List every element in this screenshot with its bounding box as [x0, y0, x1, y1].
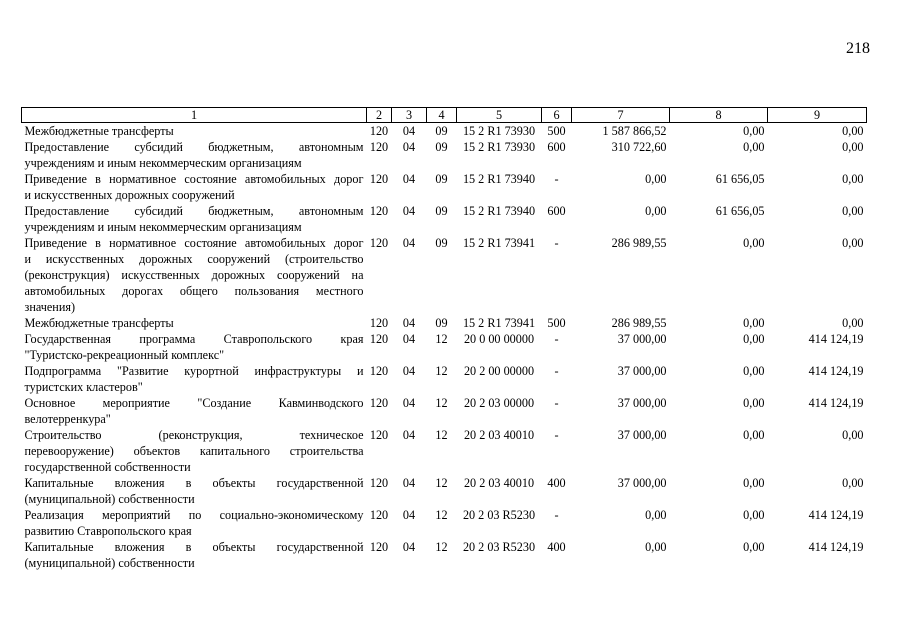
- table-row: [22, 427, 867, 475]
- table-row: [22, 395, 867, 427]
- amount-col9-cell: 0,00: [842, 172, 864, 186]
- amount-col8-cell: 61 656,05: [715, 204, 765, 218]
- code-expense-type-cell: 600: [547, 140, 566, 154]
- row-name-line: Капитальные вложения в объекты государственной: [24, 540, 364, 554]
- code-subsection-cell: 09: [435, 172, 448, 186]
- code-expense-type-cell: 400: [547, 540, 566, 554]
- code-expense-type-cell: 400: [547, 476, 566, 490]
- code-expense-type-cell: 500: [547, 316, 566, 330]
- code-grbs-cell: 120: [369, 124, 389, 138]
- code-subsection-cell: 09: [435, 124, 448, 138]
- code-target-cell: 15 2 R1 73941: [462, 316, 536, 330]
- column-number-row: [22, 108, 867, 123]
- amount-col8-cell: 0,00: [743, 140, 765, 154]
- code-grbs-cell: 120: [369, 140, 389, 154]
- row-name-line: Межбюджетные трансферты: [24, 124, 174, 138]
- code-grbs-cell: 120: [369, 332, 389, 346]
- row-name-line: Подпрограмма "Развитие курортной инфраструктуры и: [24, 364, 364, 378]
- code-expense-type-cell: -: [554, 364, 559, 378]
- column-number: 2: [367, 108, 392, 123]
- code-subsection-cell: 09: [435, 316, 448, 330]
- table-row: [22, 331, 867, 363]
- code-expense-type-cell: 500: [547, 124, 566, 138]
- table-row: [22, 171, 867, 203]
- amount-col8-cell: 0,00: [743, 540, 765, 554]
- code-target-cell: 15 2 R1 73940: [462, 172, 536, 186]
- code-section-cell: 04: [402, 236, 416, 250]
- code-expense-type-cell: -: [554, 508, 559, 522]
- code-section-cell: 04: [402, 140, 416, 154]
- code-subsection-cell: 09: [435, 204, 448, 218]
- row-name-line: туристских кластеров": [24, 380, 143, 394]
- code-target-cell: 20 2 03 00000: [463, 396, 535, 410]
- amount-col9-cell: 0,00: [842, 428, 864, 442]
- amount-col8-cell: 61 656,05: [715, 172, 765, 186]
- row-name-line: учреждениям и иным некоммерческим организациям: [24, 156, 302, 170]
- amount-col7-cell: 286 989,55: [611, 236, 667, 250]
- code-target-cell: 20 2 03 R5230: [462, 508, 536, 522]
- code-target-cell: 15 2 R1 73941: [462, 236, 536, 250]
- row-name-cell: [22, 331, 367, 363]
- row-name-cell: [22, 123, 367, 140]
- code-subsection-cell: 09: [435, 236, 448, 250]
- amount-col8-cell: 0,00: [743, 476, 765, 490]
- column-number: 9: [768, 108, 867, 123]
- code-section-cell: 04: [402, 316, 416, 330]
- table-row: [22, 123, 867, 140]
- amount-col9-cell: 0,00: [842, 140, 864, 154]
- amount-col8-cell: 0,00: [743, 428, 765, 442]
- column-number: 1: [22, 108, 367, 123]
- code-target-cell: 20 2 03 R5230: [462, 540, 536, 554]
- row-name-line: Реализация мероприятий по социально-экономическому: [24, 508, 364, 522]
- table-row: [22, 315, 867, 331]
- amount-col9-cell: 0,00: [842, 476, 864, 490]
- amount-col8-cell: 0,00: [743, 332, 765, 346]
- row-name-cell: [22, 235, 367, 315]
- table-row: [22, 539, 867, 571]
- table-row: [22, 363, 867, 395]
- code-subsection-cell: 12: [435, 508, 448, 522]
- row-name-line: перевооружение) объектов капитального строительства: [24, 444, 364, 458]
- code-section-cell: 04: [402, 476, 416, 490]
- code-grbs-cell: 120: [369, 476, 389, 490]
- code-subsection-cell: 09: [435, 140, 448, 154]
- amount-col8-cell: 0,00: [743, 124, 765, 138]
- row-name-cell: [22, 475, 367, 507]
- amount-col9-cell: 414 124,19: [808, 396, 864, 410]
- row-name-line: учреждениям и иным некоммерческим организациям: [24, 220, 302, 234]
- code-grbs-cell: 120: [369, 540, 389, 554]
- amount-col7-cell: 286 989,55: [611, 316, 667, 330]
- column-number: 7: [572, 108, 670, 123]
- amount-col8-cell: 0,00: [743, 396, 765, 410]
- column-number: 8: [670, 108, 768, 123]
- code-section-cell: 04: [402, 540, 416, 554]
- table-row: [22, 235, 867, 315]
- amount-col8-cell: 0,00: [743, 316, 765, 330]
- amount-col9-cell: 0,00: [842, 124, 864, 138]
- amount-col7-cell: 37 000,00: [617, 396, 667, 410]
- table-row: [22, 507, 867, 539]
- row-name-line: Основное мероприятие "Создание Кавминводского: [24, 396, 364, 410]
- code-grbs-cell: 120: [369, 204, 389, 218]
- row-name-line: Государственная программа Ставропольского края: [24, 332, 364, 346]
- row-name-cell: [22, 363, 367, 395]
- amount-col7-cell: 0,00: [645, 204, 667, 218]
- row-name-line: (муниципальной) собственности: [24, 556, 195, 570]
- column-number: 6: [542, 108, 572, 123]
- row-name-cell: [22, 315, 367, 331]
- amount-col8-cell: 0,00: [743, 508, 765, 522]
- amount-col7-cell: 37 000,00: [617, 476, 667, 490]
- amount-col9-cell: 414 124,19: [808, 540, 864, 554]
- table-row: [22, 475, 867, 507]
- row-name-line: (реконструкция) искусственных дорожных сооружений на: [24, 268, 364, 282]
- code-section-cell: 04: [402, 172, 416, 186]
- code-subsection-cell: 12: [435, 396, 448, 410]
- amount-col9-cell: 0,00: [842, 236, 864, 250]
- code-target-cell: 15 2 R1 73930: [462, 140, 536, 154]
- row-name-line: Капитальные вложения в объекты государственной: [24, 476, 364, 490]
- code-expense-type-cell: -: [554, 332, 559, 346]
- amount-col9-cell: 0,00: [842, 204, 864, 218]
- row-name-cell: [22, 395, 367, 427]
- row-name-line: Предоставление субсидий бюджетным, автономным: [24, 204, 364, 218]
- code-grbs-cell: 120: [369, 172, 389, 186]
- amount-col7-cell: 0,00: [645, 508, 667, 522]
- code-section-cell: 04: [402, 204, 416, 218]
- row-name-line: велотерренкура": [24, 412, 111, 426]
- code-grbs-cell: 120: [369, 236, 389, 250]
- amount-col7-cell: 37 000,00: [617, 364, 667, 378]
- row-name-line: и искусственных дорожных сооружений: [24, 188, 235, 202]
- row-name-line: (муниципальной) собственности: [24, 492, 195, 506]
- amount-col8-cell: 0,00: [743, 236, 765, 250]
- row-name-cell: [22, 139, 367, 171]
- amount-col9-cell: 414 124,19: [808, 332, 864, 346]
- code-subsection-cell: 12: [435, 364, 448, 378]
- column-number: 4: [427, 108, 457, 123]
- code-expense-type-cell: -: [554, 172, 559, 186]
- code-grbs-cell: 120: [369, 316, 389, 330]
- row-name-cell: [22, 171, 367, 203]
- amount-col9-cell: 0,00: [842, 316, 864, 330]
- code-subsection-cell: 12: [435, 332, 448, 346]
- row-name-line: Межбюджетные трансферты: [24, 316, 174, 330]
- code-section-cell: 04: [402, 396, 416, 410]
- code-target-cell: 15 2 R1 73940: [462, 204, 536, 218]
- code-section-cell: 04: [402, 428, 416, 442]
- amount-col7-cell: 0,00: [645, 540, 667, 554]
- row-name-line: развитию Ставропольского края: [24, 524, 192, 538]
- amount-col7-cell: 37 000,00: [617, 332, 667, 346]
- code-expense-type-cell: -: [554, 236, 559, 250]
- code-target-cell: 20 2 03 40010: [463, 428, 535, 442]
- code-subsection-cell: 12: [435, 476, 448, 490]
- amount-col7-cell: 37 000,00: [617, 428, 667, 442]
- code-target-cell: 20 2 00 00000: [463, 364, 535, 378]
- code-section-cell: 04: [402, 124, 416, 138]
- row-name-cell: [22, 539, 367, 571]
- page-number: 218: [846, 40, 870, 57]
- code-subsection-cell: 12: [435, 428, 448, 442]
- amount-col8-cell: 0,00: [743, 364, 765, 378]
- row-name-line: Предоставление субсидий бюджетным, автономным: [24, 140, 364, 154]
- table-row: [22, 139, 867, 171]
- amount-col7-cell: 0,00: [645, 172, 667, 186]
- code-section-cell: 04: [402, 364, 416, 378]
- row-name-line: Приведение в нормативное состояние автомобильных дорог: [24, 236, 364, 250]
- code-section-cell: 04: [402, 332, 416, 346]
- amount-col9-cell: 414 124,19: [808, 508, 864, 522]
- code-expense-type-cell: 600: [547, 204, 566, 218]
- budget-table: [21, 107, 867, 571]
- row-name-line: Приведение в нормативное состояние автомобильных дорог: [24, 172, 364, 186]
- table-body: [22, 123, 867, 572]
- row-name-cell: [22, 507, 367, 539]
- code-expense-type-cell: -: [554, 396, 559, 410]
- code-expense-type-cell: -: [554, 428, 559, 442]
- row-name-line: государственной собственности: [24, 460, 191, 474]
- amount-col7-cell: 310 722,60: [611, 140, 667, 154]
- column-number: 5: [457, 108, 542, 123]
- code-target-cell: 15 2 R1 73930: [462, 124, 536, 138]
- code-grbs-cell: 120: [369, 364, 389, 378]
- column-number: 3: [392, 108, 427, 123]
- row-name-cell: [22, 427, 367, 475]
- code-grbs-cell: 120: [369, 396, 389, 410]
- code-section-cell: 04: [402, 508, 416, 522]
- amount-col9-cell: 414 124,19: [808, 364, 864, 378]
- table-row: [22, 203, 867, 235]
- row-name-line: Строительство (реконструкция, техническое: [24, 428, 364, 442]
- row-name-line: "Туристско-рекреационный комплекс": [24, 348, 225, 362]
- code-target-cell: 20 0 00 00000: [463, 332, 535, 346]
- row-name-line: значения): [24, 300, 76, 314]
- code-grbs-cell: 120: [369, 508, 389, 522]
- amount-col7-cell: 1 587 866,52: [602, 124, 667, 138]
- row-name-line: автомобильных дорогах общего пользования местного: [24, 284, 364, 298]
- code-subsection-cell: 12: [435, 540, 448, 554]
- code-target-cell: 20 2 03 40010: [463, 476, 535, 490]
- row-name-line: и искусственных дорожных сооружений (строительство: [24, 252, 364, 266]
- code-grbs-cell: 120: [369, 428, 389, 442]
- row-name-cell: [22, 203, 367, 235]
